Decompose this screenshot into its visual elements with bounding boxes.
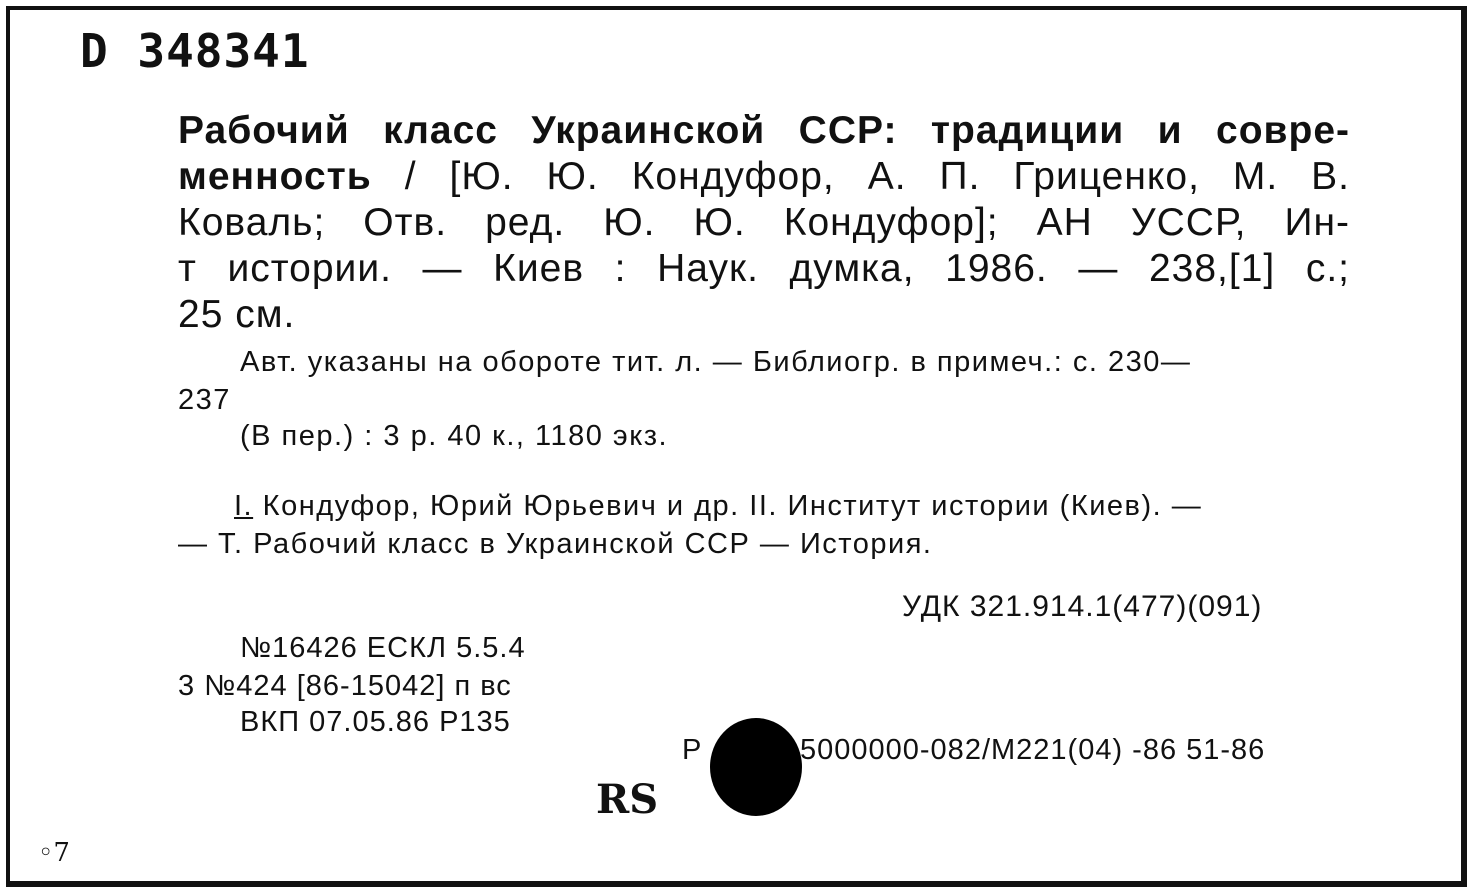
price-line: (В пер.) : 3 р. 40 к., 1180 экз. [240,420,669,452]
isbn-prefix: Р [682,734,703,766]
tech-line-1: №16426 ЕСКЛ 5.5.4 [240,632,526,664]
notes-line-2: 237 [178,384,231,416]
call-number: D 348341 [80,24,310,78]
title-line-2 [178,154,1350,200]
notes-line-1: Авт. указаны на обороте тит. л. — Библиогр. в примеч.: с. 230— [240,346,1192,378]
corner-mark: ◦7 [38,838,70,868]
tech-line-2: 3 №424 [86-15042] п вс [178,670,512,702]
tech-line-3: ВКП 07.05.86 Р135 [240,706,511,738]
isbn-code: 5000000-082/М221(04) -86 51-86 [800,734,1266,766]
subject-authors: Кондуфор, Юрий Юрьевич и др. II. Институт истории (Киев). — [253,490,1203,522]
title-line-4: т истории. — Киев : Наук. думка, 1986. — 238,[1] с.; [178,247,1350,290]
udk-code: УДК 321.914.1(477)(091) [902,590,1263,623]
subject-number: I. [234,490,254,522]
title-line-3: Коваль; Отв. ред. Ю. Ю. Кондуфор]; АН УССР, Ин- [178,201,1350,244]
title-bold-1: Рабочий класс Украинской ССР: традиции и совре- [178,109,1350,152]
title-bold-2: менность [178,155,372,198]
title-line-1 [178,108,1350,154]
title-authors-1: / [Ю. Ю. Кондуфор, А. П. Гриценко, М. В. [371,155,1350,198]
subject-line-1 [234,488,1202,525]
subject-line-2: — Т. Рабочий класс в Украинской ССР — История. [178,528,933,560]
catalog-card [6,6,1467,887]
title-block [178,108,1350,338]
rs-mark: RS [596,776,659,823]
punch-hole [710,718,802,816]
title-line-5: 25 см. [178,293,296,336]
